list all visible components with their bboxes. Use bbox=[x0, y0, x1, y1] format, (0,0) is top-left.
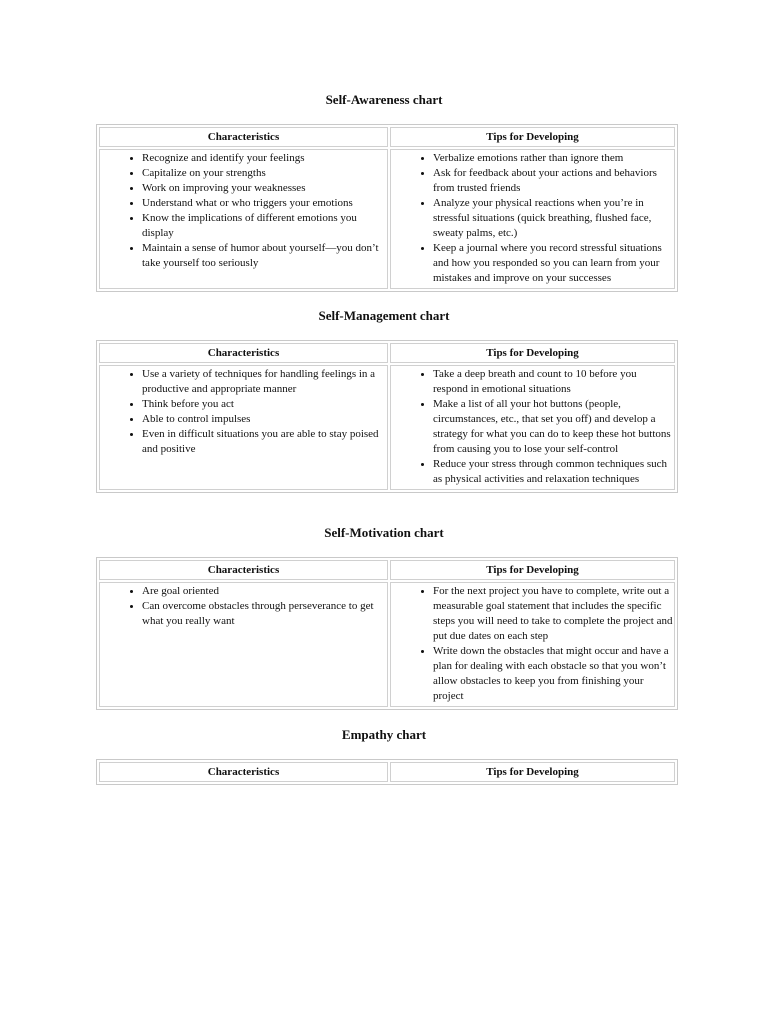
list-item: • Know the implications of different emotions you display bbox=[142, 211, 387, 241]
self-management-table bbox=[96, 340, 678, 493]
characteristics-cell bbox=[99, 582, 388, 707]
tips-header: Tips for Developing bbox=[390, 762, 675, 782]
tips-header: Tips for Developing bbox=[390, 127, 675, 147]
self-awareness-title: Self-Awareness chart bbox=[325, 92, 443, 107]
table-row bbox=[99, 582, 675, 707]
self-motivation-title: Self-Motivation chart bbox=[324, 525, 444, 540]
tips-header: Tips for Developing bbox=[390, 343, 675, 363]
table-header-row bbox=[99, 127, 675, 147]
list-item: • Able to control impulses bbox=[142, 412, 387, 427]
list-item: • Take a deep breath and count to 10 before you respond in emotional situations bbox=[433, 367, 674, 397]
list-item: • Capitalize on your strengths bbox=[142, 166, 387, 181]
characteristics-cell bbox=[99, 149, 388, 289]
tips-cell bbox=[390, 365, 675, 490]
empathy-title: Empathy chart bbox=[341, 727, 427, 742]
list-item: • Keep a journal where you record stressful situations and how you responded so you can learn from your mistakes and improve on your successes bbox=[433, 241, 674, 286]
self-management-title: Self-Management chart bbox=[318, 308, 450, 323]
tips-cell bbox=[390, 582, 675, 707]
list-item: • Even in difficult situations you are able to stay poised and positive bbox=[142, 427, 387, 457]
table-row bbox=[99, 365, 675, 490]
list-item: • Understand what or who triggers your emotions bbox=[142, 196, 387, 211]
empathy-table bbox=[96, 759, 678, 785]
list-item: • Make a list of all your hot buttons (people, circumstances, etc., that set you off) and develop a strategy for what you can do to keep these hot buttons from causing you to lose your self-control bbox=[433, 397, 674, 457]
list-item: • Analyze your physical reactions when you’re in stressful situations (quick breathing, flushed face, sweaty palms, etc.) bbox=[433, 196, 674, 241]
list-item: • Think before you act bbox=[142, 397, 387, 412]
list-item: • Recognize and identify your feelings bbox=[142, 151, 387, 166]
list-item: • Maintain a sense of humor about yourself—you don’t take yourself too seriously bbox=[142, 241, 387, 271]
tips-header: Tips for Developing bbox=[390, 560, 675, 580]
list-item: • Write down the obstacles that might occur and have a plan for dealing with each obstacle so that you won’t allow obstacles to keep you from finishing your project bbox=[433, 644, 674, 704]
characteristics-header: Characteristics bbox=[99, 762, 388, 782]
tips-cell bbox=[390, 149, 675, 289]
characteristics-header: Characteristics bbox=[99, 343, 388, 363]
self-awareness-table bbox=[96, 124, 678, 292]
characteristics-header: Characteristics bbox=[99, 560, 388, 580]
self-motivation-table bbox=[96, 557, 678, 710]
list-item: • Ask for feedback about your actions and behaviors from trusted friends bbox=[433, 166, 674, 196]
list-item: • Use a variety of techniques for handling feelings in a productive and appropriate manner bbox=[142, 367, 387, 397]
characteristics-cell bbox=[99, 365, 388, 490]
table-header-row bbox=[99, 762, 675, 782]
list-item: • For the next project you have to complete, write out a measurable goal statement that includes the specific steps you will need to take to complete the project and put due dates on each step bbox=[433, 584, 674, 644]
list-item: • Work on improving your weaknesses bbox=[142, 181, 387, 196]
characteristics-header: Characteristics bbox=[99, 127, 388, 147]
table-header-row bbox=[99, 343, 675, 363]
list-item: • Verbalize emotions rather than ignore them bbox=[433, 151, 674, 166]
table-header-row bbox=[99, 560, 675, 580]
list-item: • Can overcome obstacles through perseverance to get what you really want bbox=[142, 599, 387, 629]
table-row bbox=[99, 149, 675, 289]
list-item: • Are goal oriented bbox=[142, 584, 387, 599]
list-item: • Reduce your stress through common techniques such as physical activities and relaxation techniques bbox=[433, 457, 674, 487]
